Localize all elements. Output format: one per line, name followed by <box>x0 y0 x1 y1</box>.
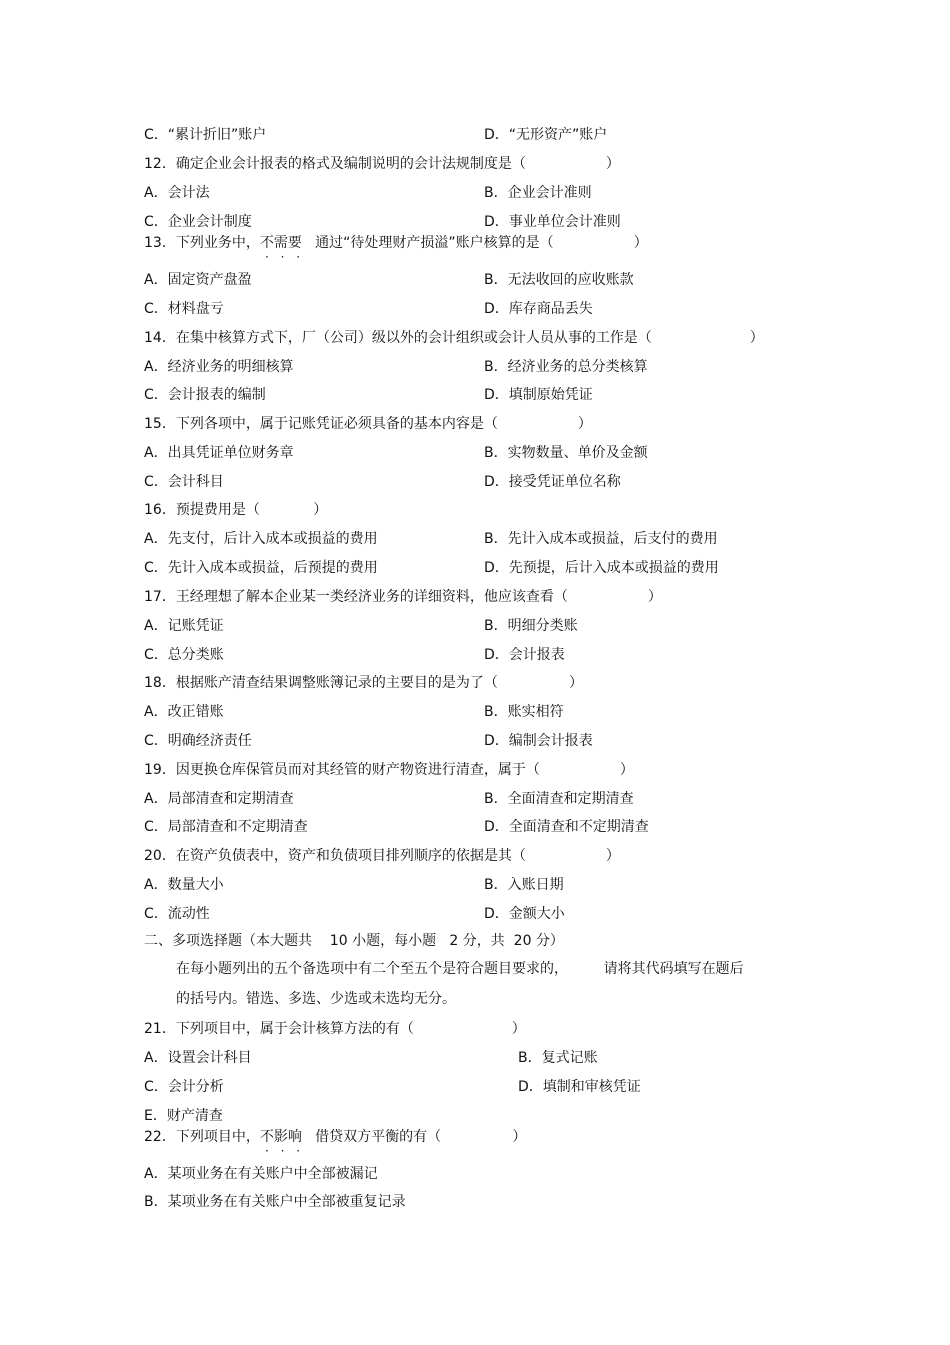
text-line: D．填制和审核凭证 <box>518 1079 641 1095</box>
text-line: B．实物数量、单价及金额 <box>484 445 648 461</box>
text-line: D．金额大小 <box>484 906 565 922</box>
text-line: D．库存商品丢失 <box>484 301 593 317</box>
text-line: D．会计报表 <box>484 647 565 663</box>
text-line: A．出具凭证单位财务章 <box>144 445 294 461</box>
text-line: B．明细分类账 <box>484 618 578 634</box>
text-line: B．入账日期 <box>484 877 564 893</box>
text-line: 22．下列项目中，不影响 借贷双方平衡的有（ ） <box>144 1129 527 1145</box>
text-line: B．账实相符 <box>484 704 564 720</box>
text-line: 21．下列项目中，属于会计核算方法的有（ ） <box>144 1021 526 1037</box>
text-line: D．事业单位会计准则 <box>484 214 621 230</box>
text-line: A．先支付，后计入成本或损益的费用 <box>144 531 378 547</box>
text-line: B．先计入成本或损益，后支付的费用 <box>484 531 718 547</box>
text-line: A．数量大小 <box>144 877 224 893</box>
text-line: 12．确定企业会计报表的格式及编制说明的会计法规制度是（ ） <box>144 156 620 172</box>
text-line: A．会计法 <box>144 185 210 201</box>
text-line: 二、多项选择题（本大题共 10 小题，每小题 2 分，共 20 分） <box>144 933 564 949</box>
text-line: B．复式记账 <box>518 1050 598 1066</box>
text-line: E．财产清查 <box>144 1108 223 1124</box>
text-line: C．明确经济责任 <box>144 733 252 749</box>
text-line: 的括号内。错选、多选、少选或未选均无分。 <box>176 991 456 1007</box>
text-line: C．会计分析 <box>144 1079 224 1095</box>
text-line: D．编制会计报表 <box>484 733 593 749</box>
text-line: 在每小题列出的五个备选项中有二个至五个是符合题目要求的， 请将其代码填写在题后 <box>176 961 744 977</box>
text-line: B．企业会计准则 <box>484 185 592 201</box>
text-line: C．会计报表的编制 <box>144 387 266 403</box>
text-line: 18．根据账产清查结果调整账簿记录的主要目的是为了（ ） <box>144 675 584 691</box>
text-line: C．企业会计制度 <box>144 214 252 230</box>
text-line: B．某项业务在有关账户中全部被重复记录 <box>144 1194 406 1210</box>
text-line: B．全面清查和定期清查 <box>484 791 634 807</box>
text-line: C．先计入成本或损益，后预提的费用 <box>144 560 378 576</box>
text-line: 19．因更换仓库保管员而对其经管的财产物资进行清查，属于（ ） <box>144 762 634 778</box>
text-line: D．填制原始凭证 <box>484 387 593 403</box>
text-line: B．经济业务的总分类核算 <box>484 359 648 375</box>
text-line: A．局部清查和定期清查 <box>144 791 294 807</box>
text-line: C．“累计折旧”账户 <box>144 127 267 143</box>
text-line: C．局部清查和不定期清查 <box>144 819 308 835</box>
text-line: A．经济业务的明细核算 <box>144 359 294 375</box>
text-line: 17．王经理想了解本企业某一类经济业务的详细资料，他应该查看（ ） <box>144 589 662 605</box>
text-line: 13．下列业务中，不需要 通过“待处理财产损溢”账户核算的是（ ） <box>144 235 648 251</box>
text-line: C．材料盘亏 <box>144 301 224 317</box>
text-line: C．会计科目 <box>144 474 224 490</box>
text-line: C．总分类账 <box>144 647 224 663</box>
text-line: D．全面清查和不定期清查 <box>484 819 649 835</box>
text-line: 16．预提费用是（ ） <box>144 502 328 518</box>
text-line: A．改正错账 <box>144 704 224 720</box>
text-line: 20．在资产负债表中，资产和负债项目排列顺序的依据是其（ ） <box>144 848 620 864</box>
text-line: A．某项业务在有关账户中全部被漏记 <box>144 1166 378 1182</box>
text-line: A．固定资产盘盈 <box>144 272 252 288</box>
text-line: D．先预提，后计入成本或损益的费用 <box>484 560 719 576</box>
text-line: D．“无形资产”账户 <box>484 127 608 143</box>
text-line: 14．在集中核算方式下，厂（公司）级以外的会计组织或会计人员从事的工作是（ ） <box>144 330 764 346</box>
text-line: A．设置会计科目 <box>144 1050 252 1066</box>
emphasis-dots: · · · <box>265 250 305 264</box>
text-line: A．记账凭证 <box>144 618 224 634</box>
text-line: D．接受凭证单位名称 <box>484 474 621 490</box>
emphasis-dots: · · · <box>265 1144 305 1158</box>
text-line: 15．下列各项中，属于记账凭证必须具备的基本内容是（ ） <box>144 416 592 432</box>
text-line: B．无法收回的应收账款 <box>484 272 634 288</box>
text-line: C．流动性 <box>144 906 210 922</box>
